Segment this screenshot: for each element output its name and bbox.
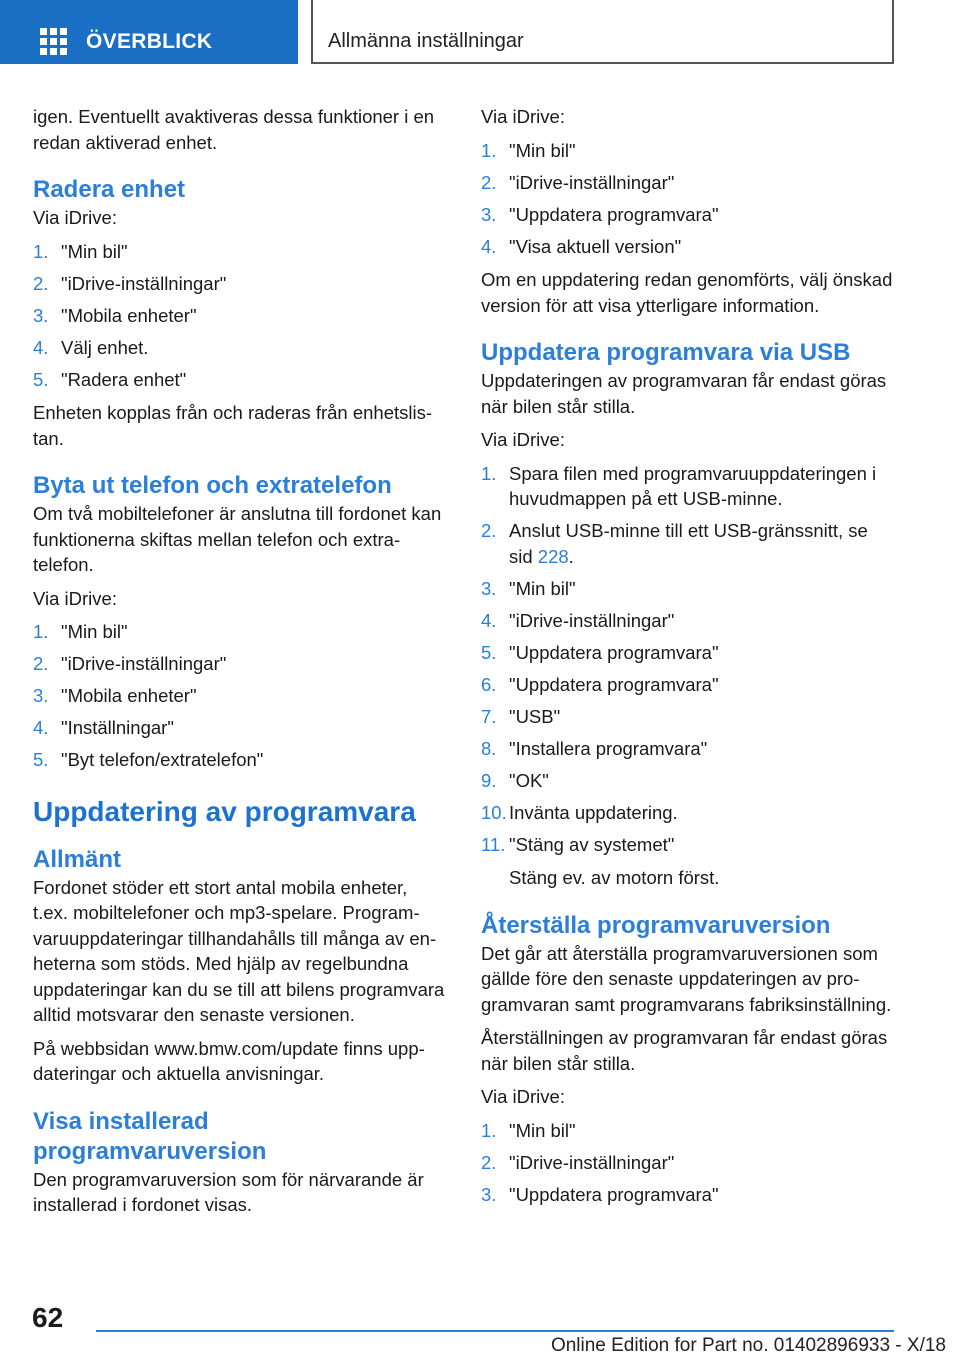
via-idrive: Via iDrive: [481,1086,565,1107]
step-number: 4. [481,609,497,631]
page-link-228[interactable]: 228 [537,545,569,567]
right-column [481,104,893,1215]
step-text: "Uppdatera programvara" [509,641,719,663]
step-number: 5. [481,641,497,663]
step-number: 5. [33,749,49,770]
step-text: "Uppdatera programvara" [509,1183,719,1205]
paragraph-usb: Uppdateringen av programvaran får endast göras när bilen står stilla. [481,370,887,417]
step-number: 7. [481,705,497,727]
step-text-end: . [568,545,574,567]
steps-radera [33,239,445,393]
footer-divider [96,1330,894,1332]
step-number: 9. [481,769,497,791]
list-item [481,768,893,794]
via-idrive: Via iDrive: [33,587,117,609]
via-idrive: Via iDrive: [481,106,565,127]
heading-visa-version: Visa installerad programvaruversion [33,1107,267,1165]
step-text: Invänta uppdatering. [509,801,678,823]
list-item [33,683,445,709]
list-item [33,619,445,645]
via-idrive: Via iDrive: [33,207,117,228]
via-idrive: Via iDrive: [481,429,565,450]
step-text: "Byt telefon/extratelefon" [61,749,264,770]
step-text: "iDrive-inställningar" [509,1151,675,1173]
heading-byta-telefon: Byta ut telefon och extratelefon [33,472,392,499]
section-title: Allmänna inställningar [328,30,524,52]
step-text: "Mobila enheter" [61,685,197,706]
steps-aterstalla [481,1118,893,1208]
step-number: 2. [481,171,497,193]
step-text: Anslut USB-minne till ett USB-gränssnitt, se sid [509,520,868,567]
list-item [481,800,893,826]
step-text: "Uppdatera programvara" [509,203,719,225]
step-text: "Min bil" [61,240,128,262]
list-item [481,832,893,858]
step-text: "iDrive-inställningar" [61,272,227,294]
list-item [481,704,893,730]
list-item [33,651,445,677]
step-number: 1. [481,462,497,484]
paragraph-aterstalla-2: Återställningen av programvaran får endast göras när bilen står stilla. [481,1027,888,1074]
step-text: "iDrive-inställningar" [509,171,675,193]
list-item [481,576,893,602]
step-number: 3. [481,1183,497,1205]
list-item [481,138,893,164]
steps-byta [33,619,445,773]
list-item [33,715,445,741]
step-number: 2. [481,1151,497,1173]
heading-aterstalla: Återställa programvaruversion [481,911,831,939]
step-text: Välj enhet. [61,336,149,358]
step-number: 4. [33,336,49,358]
list-item [481,518,893,569]
step-text: "Stäng av systemet" [509,833,675,855]
tab-overview-label: ÖVERBLICK [86,30,213,53]
step-number: 1. [481,1119,497,1141]
step-number: 2. [33,272,49,294]
step-number: 11. [481,833,506,855]
list-item [481,1118,893,1144]
step-text: "Min bil" [509,1119,576,1141]
list-item [481,672,893,698]
step-number: 4. [481,235,497,257]
list-item [481,608,893,634]
step-text: "Min bil" [61,621,128,642]
step-number: 2. [481,520,497,541]
step-text: "iDrive-inställningar" [509,609,675,631]
step-text: "iDrive-inställningar" [61,653,227,674]
list-item [33,239,445,265]
heading-usb: Uppdatera programvara via USB [481,339,851,366]
step-number: 3. [33,304,49,326]
heading-uppdatering: Uppdatering av programvara [33,795,416,827]
list-item [481,1182,893,1208]
footer-edition: Online Edition for Part no. 01402896933 - X/18 [550,1335,946,1356]
paragraph-webbsida: På webbsidan www.bmw.com/update finns uppdateringar och aktuella anvisningar. [33,1037,425,1084]
step-number: 1. [481,139,497,161]
step-text: "Inställningar" [61,717,174,738]
paragraph-aterstalla: Det går att återställa programvaruversionen som gällde före den senaste uppdateringen av programvaran samt programvarans fabriksinställning. [481,942,892,1015]
list-item [481,170,893,196]
list-item [481,234,893,260]
step-text: "Uppdatera programvara" [509,673,719,695]
step-number: 10. [481,801,507,823]
list-item [481,461,893,512]
top-navigation [0,0,960,66]
list-item [33,335,445,361]
step-number: 3. [33,685,49,706]
list-item [33,271,445,297]
step-number: 2. [33,653,49,674]
step-number: 4. [33,717,49,738]
paragraph-byta: Om två mobiltelefoner är anslutna till fordonet kan funktionerna skiftas mellan telefon och extratelefon. [33,503,442,575]
step-text: "Mobila enheter" [61,304,197,326]
heading-radera-enhet: Radera enhet [33,176,186,203]
step-number: 8. [481,737,497,759]
step-text: Spara filen med programvaruuppdateringen i huvudmappen på ett USB-minne. [509,462,877,509]
grid-icon [40,28,67,55]
step-text: "Radera enhet" [61,368,187,390]
tab-section-title[interactable] [311,0,894,64]
step-number: 5. [33,368,49,390]
list-item [481,640,893,666]
list-item [481,1150,893,1176]
paragraph-intro: igen. Eventuellt avaktiveras dessa funktioner i en redan aktiverad enhet. [33,106,435,153]
step-text: "OK" [509,769,549,791]
heading-allmant: Allmänt [33,845,122,873]
list-item [481,202,893,228]
step-text: "Min bil" [509,139,576,161]
step-text: "Visa aktuell version" [509,235,682,257]
step-note: Stäng ev. av motorn först. [509,867,720,888]
step-number: 3. [481,577,497,599]
tab-overview[interactable] [0,0,298,64]
step-number: 1. [33,240,49,262]
step-text: "USB" [509,705,561,727]
list-item [33,747,445,773]
step-number: 3. [481,203,497,225]
list-item [33,367,445,393]
list-item [33,303,445,329]
paragraph-visa: Den programvaruversion som för närvarande är installerad i fordonet visas. [33,1168,424,1215]
steps-visa-version [481,138,893,260]
step-number: 6. [481,673,497,695]
step-text: "Installera programvara" [509,737,708,759]
left-column [33,104,445,1226]
step-text: "Min bil" [509,577,576,599]
page-number: 62 [32,1302,64,1333]
paragraph-radera: Enheten kopplas från och raderas från enhetslistan. [33,402,433,449]
step-number: 1. [33,621,49,642]
list-item [481,736,893,762]
paragraph-allmant: Fordonet stöder ett stort antal mobila enheter, t.ex. mobiltelefoner och mp3-spelare. Programvaruuppdateringar tillhandahålls till många av enheterna som stöds. Med hjälp av regelbundna uppdateringar kan du se till att bilens programvara alltid motsvarar den senaste versionen. [33,876,445,1025]
steps-usb [481,461,893,858]
paragraph-version: Om en uppdatering redan genomförts, välj önskad version för att visa ytterligare information. [481,269,893,316]
